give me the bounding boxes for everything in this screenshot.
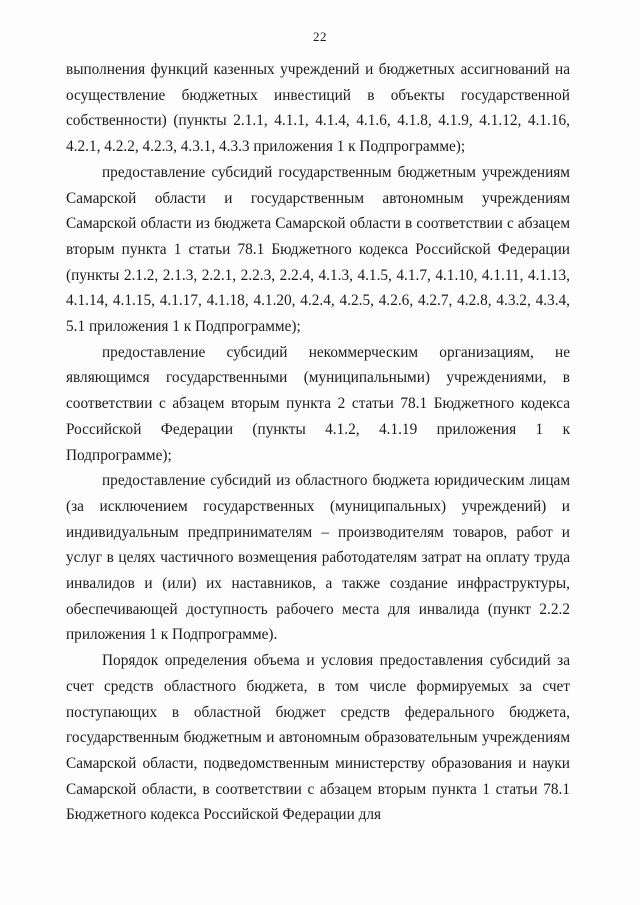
paragraph-continuation: выполнения функций казенных учреждений и бюджетных ассигнований на осуществление бюджетных инвестиций в объекты государственной собственности) (пункты 2.1.1, 4.1.1, 4.1.4, 4.1.6, 4.1.8, 4.1.9, 4.1.12, 4.1.16, 4.2.1, 4.2.2, 4.2.3, 4.3.1, 4.3.3 приложения 1 к Подпрограмме); — [66, 61, 570, 156]
paragraph-subsidy-procedure: Порядок определения объема и условия предоставления субсидий за счет средств областного бюджета, в том числе формируемых за счет поступающих в областной бюджет средств федерального бюджета, государственным бюджетным и автономным образовательным учреждениям Самарской области, подведомственным министерству образования и науки Самарской области, в соответствии с абзацем вторым пункта 1 статьи 78.1 Бюджетного кодекса Российской Федерации для — [66, 652, 570, 824]
paragraph-subsidies-state-institutions: предоставление субсидий государственным бюджетным учреждениям Самарской области и государственным автономным учреждениям Самарской области из бюджета Самарской области в соответствии с абзацем вторым пункта 1 статьи 78.1 Бюджетного кодекса Российской Федерации (пункты 2.1.2, 2.1.3, 2.2.1, 2.2.3, 2.2.4, 4.1.3, 4.1.5, 4.1.7, 4.1.10, 4.1.11, 4.1.13, 4.1.14, 4.1.15, 4.1.17, 4.1.18, 4.1.20, 4.2.4, 4.2.5, 4.2.6, 4.2.7, 4.2.8, 4.3.2, 4.3.4, 5.1 приложения 1 к Подпрограмме); — [66, 163, 570, 336]
paragraph-subsidies-nonprofits: предоставление субсидий некоммерческим организациям, не являющимся государственными (муниципальными) учреждениями, в соответствии с абзацем вторым пункта 2 статьи 78.1 Бюджетного кодекса Российской Федерации (пункты 4.1.2, 4.1.19 приложения 1 к Подпрограмме); — [66, 343, 570, 464]
paragraph-subsidies-legal-entities: предоставление субсидий из областного бюджета юридическим лицам (за исключением государственных (муниципальных) учреждений) и индивидуальным предпринимателям – производителям товаров, работ и услуг в целях частичного возмещения работодателям затрат на оплату труда инвалидов и (или) их наставников, а также создание инфраструктуры, обеспечивающей доступность рабочего места для инвалида (пункт 2.2.2 приложения 1 к Подпрограмме). — [66, 472, 570, 644]
document-body — [66, 57, 570, 828]
page-number: 22 — [313, 29, 327, 44]
